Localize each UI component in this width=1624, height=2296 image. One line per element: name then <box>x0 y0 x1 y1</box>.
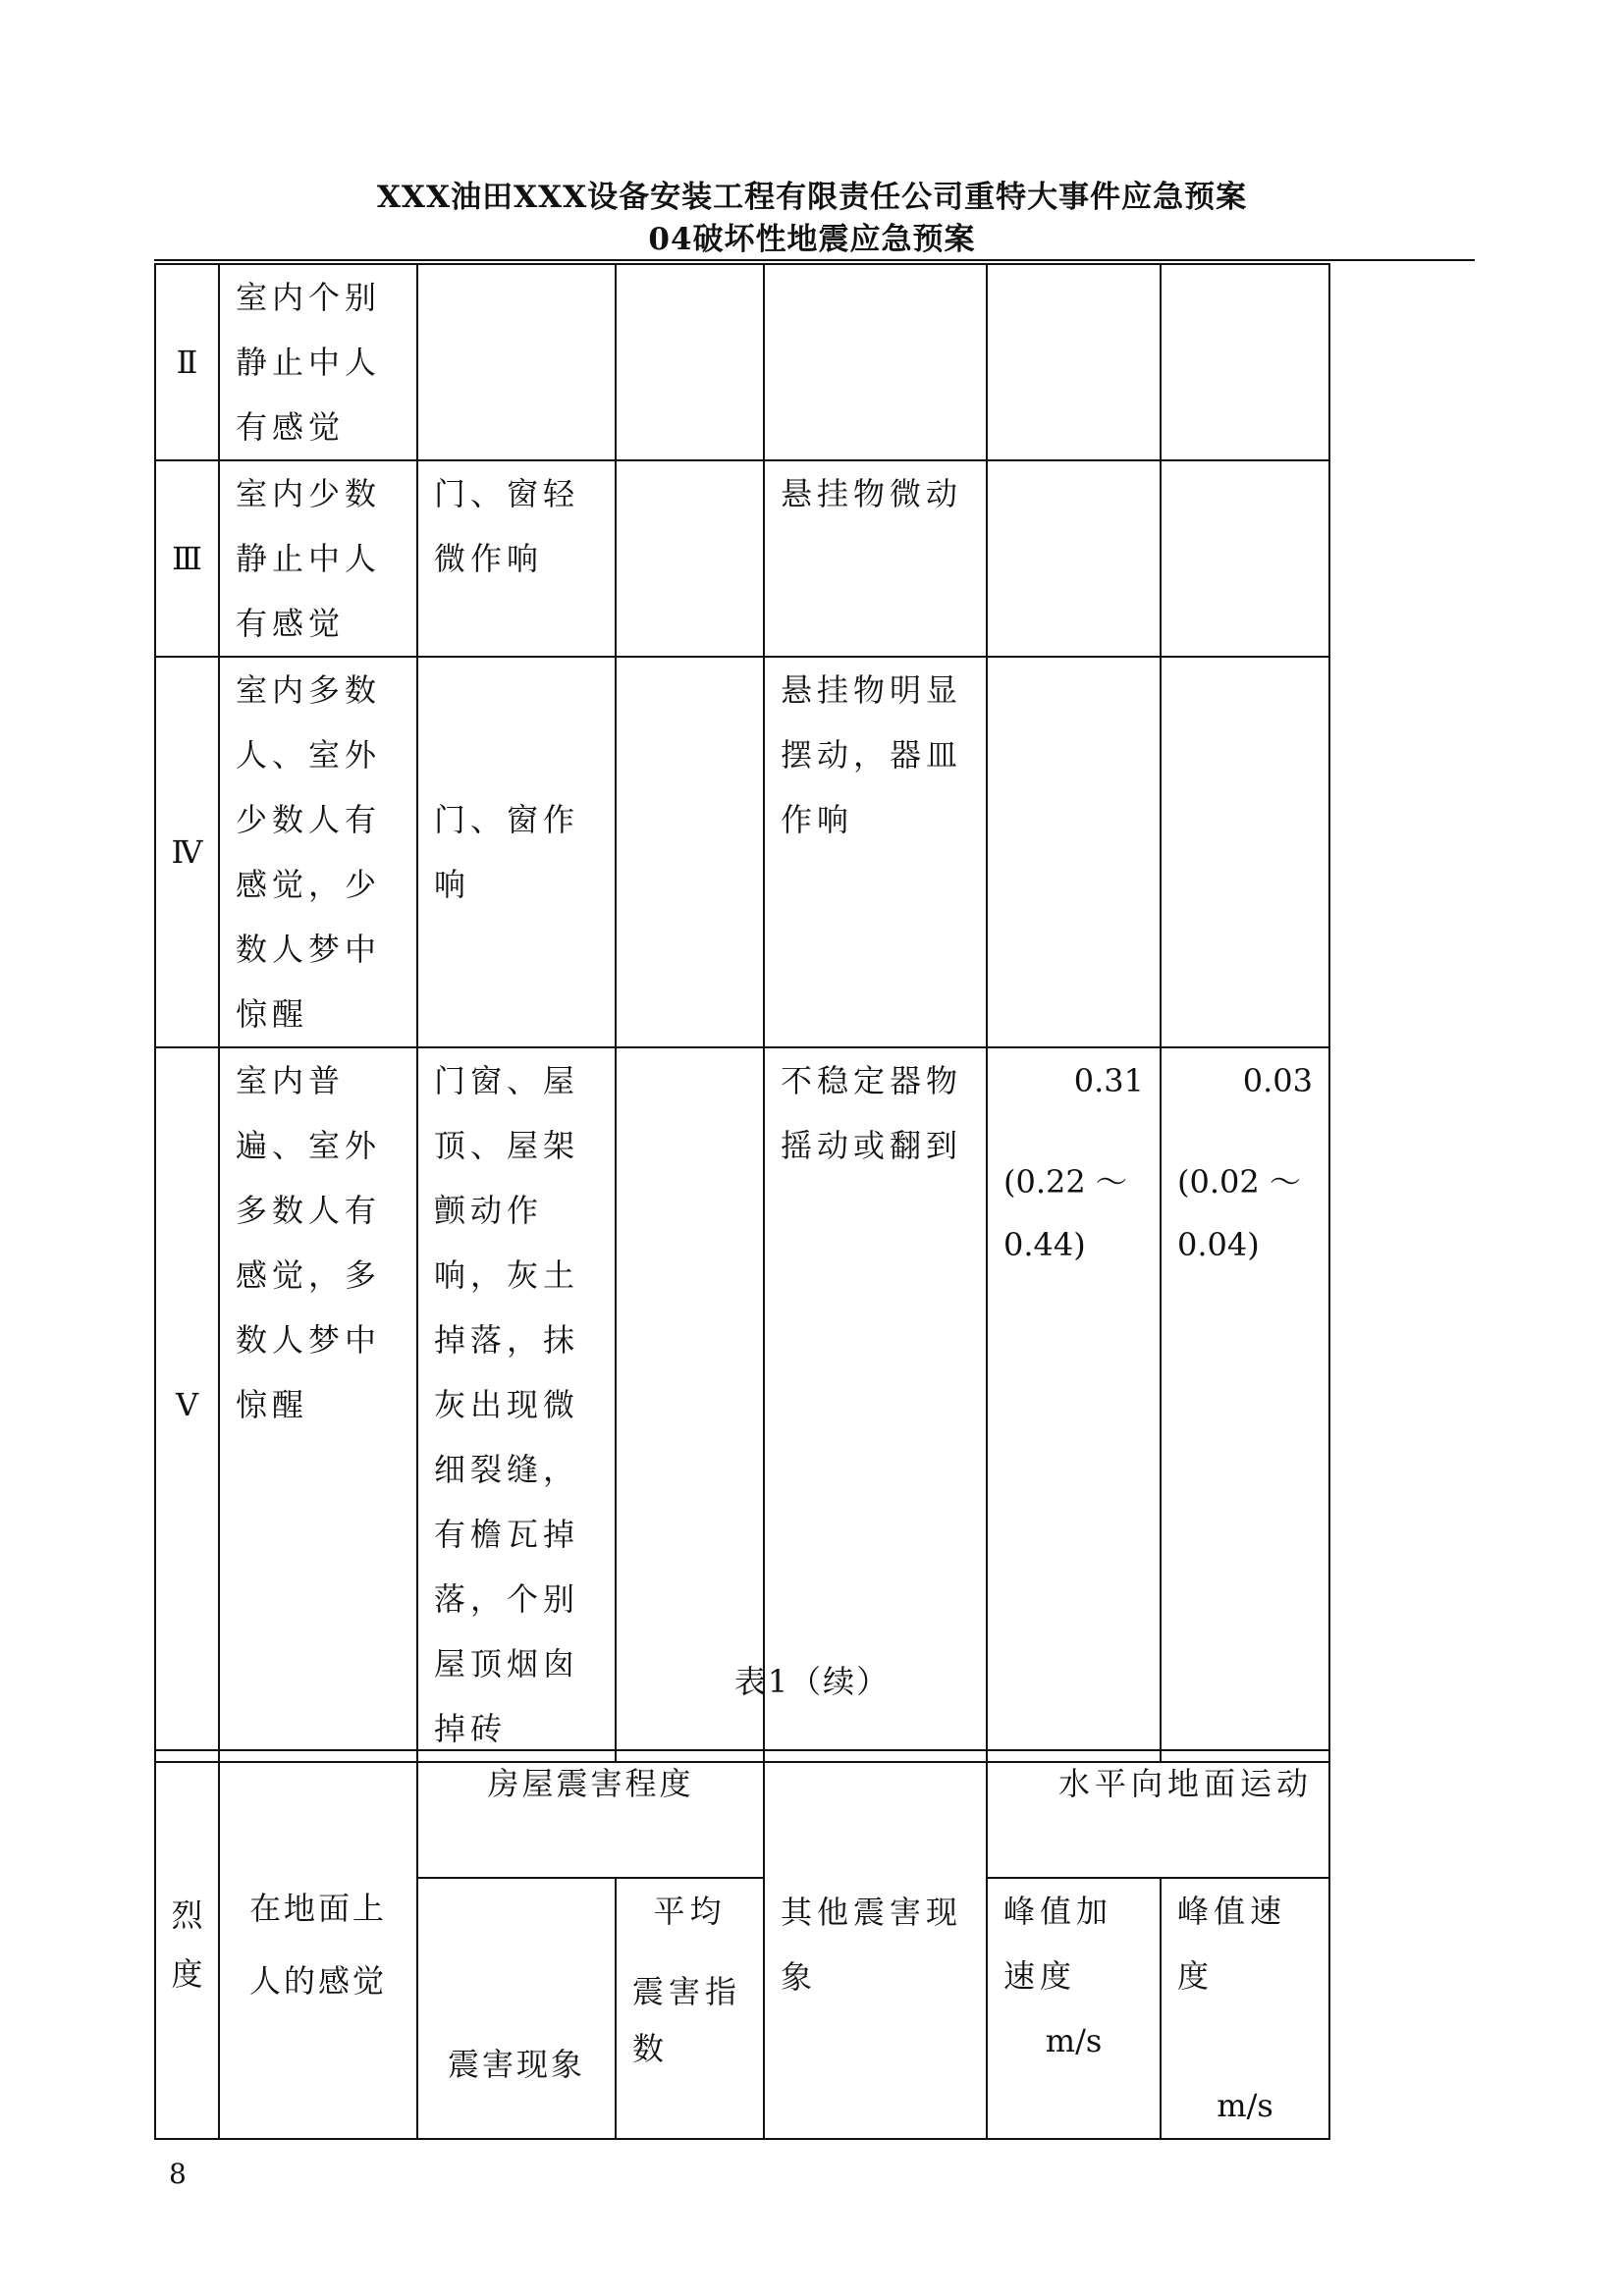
document-header-subtitle: 04破坏性地震应急预案 <box>648 222 976 257</box>
damage-index-cell <box>616 264 764 460</box>
peak-acceleration-cell <box>987 264 1161 460</box>
peak-velocity-cell <box>1161 657 1329 1047</box>
intensity-cell: Ⅴ <box>155 1047 219 1762</box>
intensity-cell: Ⅳ <box>155 657 219 1047</box>
human-feeling-header-line1: 在地面上 <box>248 1890 387 1927</box>
other-damage-cell: 悬挂物微动 <box>764 460 987 657</box>
ground-motion-header: 水平向地面运动 <box>987 1750 1329 1878</box>
table-caption: 表1（续） <box>733 1663 891 1700</box>
human-feeling-cell: 室内普遍、室外多数人有感觉，多数人梦中惊醒 <box>219 1047 417 1762</box>
damage-index-cell <box>616 460 764 657</box>
peak-acceleration-range: (0.22 ～ 0.44) <box>1003 1163 1127 1263</box>
damage-phenomenon-cell: 门窗、屋顶、屋架颤动作响，灰土掉落，抹灰出现微细裂缝，有檐瓦掉落，个别屋顶烟囱掉砖 <box>417 1047 616 1762</box>
header-row <box>155 1750 1329 1878</box>
average-damage-index-header <box>616 1878 764 2139</box>
damage-phenomenon-header: 震害现象 <box>417 1878 616 2139</box>
intensity-table-continued <box>154 263 1330 1763</box>
damage-phenomenon-cell <box>417 264 616 460</box>
peak-acceleration-header <box>987 1878 1161 2139</box>
other-damage-cell: 悬挂物明显摆动，器皿作响 <box>764 657 987 1047</box>
table-row <box>155 657 1329 1047</box>
header-rule <box>154 259 1475 261</box>
human-feeling-header <box>219 1750 417 2139</box>
peak-acceleration-cell <box>987 1047 1161 1762</box>
peak-acceleration-unit: m/s <box>1045 2022 1103 2059</box>
peak-velocity-cell <box>1161 1047 1329 1762</box>
intensity-cell: Ⅲ <box>155 460 219 657</box>
other-damage-cell: 不稳定器物摇动或翻到 <box>764 1047 987 1762</box>
table-row <box>155 1047 1329 1762</box>
intensity-table-header <box>154 1749 1330 2140</box>
page-number: 8 <box>169 2158 187 2190</box>
human-feeling-cell: 室内少数静止中人有感觉 <box>219 460 417 657</box>
document-header-title: XXX油田XXX设备安装工程有限责任公司重特大事件应急预案 <box>376 180 1248 215</box>
average-index-header-line2: 震害指数 <box>632 1973 742 2067</box>
intensity-cell: Ⅱ <box>155 264 219 460</box>
damage-index-cell <box>616 657 764 1047</box>
peak-velocity-cell <box>1161 460 1329 657</box>
damage-phenomenon-cell: 门、窗轻微作响 <box>417 460 616 657</box>
peak-acceleration-cell <box>987 460 1161 657</box>
human-feeling-header-line2: 人的感觉 <box>248 1962 387 2000</box>
peak-velocity-cell <box>1161 264 1329 460</box>
peak-velocity-header-label: 峰值速度 <box>1177 1893 1287 1995</box>
damage-phenomenon-cell: 门、窗作响 <box>417 657 616 1047</box>
peak-velocity-unit: m/s <box>1217 2087 1273 2124</box>
peak-velocity-range: (0.02 ～ 0.04) <box>1177 1163 1301 1263</box>
damage-index-cell <box>616 1047 764 1762</box>
peak-acceleration-cell <box>987 657 1161 1047</box>
human-feeling-cell: 室内个别静止中人有感觉 <box>219 264 417 460</box>
peak-velocity-value: 0.03 <box>1242 1062 1313 1099</box>
other-damage-cell <box>764 264 987 460</box>
house-damage-header: 房屋震害程度 <box>417 1750 764 1878</box>
peak-velocity-header <box>1161 1878 1329 2139</box>
peak-acceleration-header-label: 峰值加速度 <box>1003 1893 1113 1995</box>
other-damage-header: 其他震害现象 <box>764 1750 987 2139</box>
average-index-header-line1: 平均 <box>653 1893 727 1930</box>
intensity-header: 烈度 <box>155 1750 219 2139</box>
table-row <box>155 460 1329 657</box>
peak-acceleration-value: 0.31 <box>1073 1062 1144 1099</box>
human-feeling-cell: 室内多数人、室外少数人有感觉，少数人梦中惊醒 <box>219 657 417 1047</box>
table-row <box>155 264 1329 460</box>
